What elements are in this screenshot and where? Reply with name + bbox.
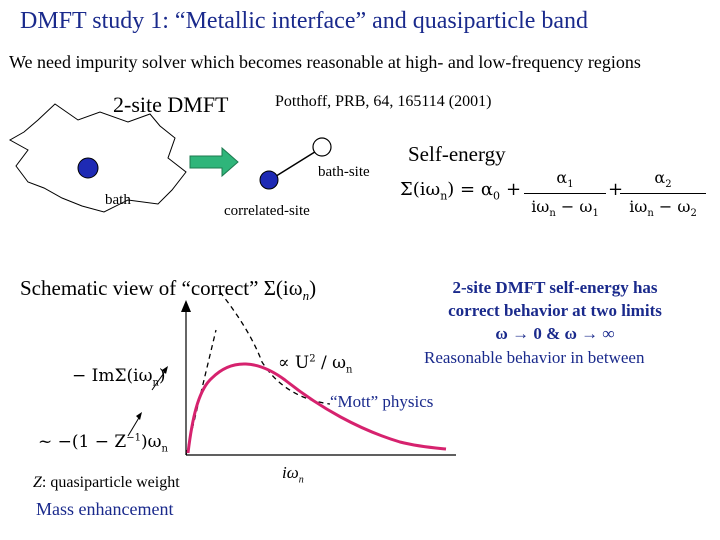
fraction2-bar (620, 193, 706, 194)
note-line4: Reasonable behavior in between (424, 348, 645, 367)
note-line3: ω → 0 & ω → ∞ (495, 324, 615, 343)
reference-citation: Potthoff, PRB, 64, 165114 (2001) (275, 93, 492, 110)
two-site-dmft-heading: 2-site DMFT (113, 92, 229, 117)
bath-center-dot (78, 158, 98, 178)
mass-enhancement-label: Mass enhancement (36, 499, 174, 519)
fraction2-numerator: $\alpha_2$ (654, 168, 672, 191)
green-arrow-icon (190, 148, 238, 176)
schematic-title: Schematic view of “correct” $\Sigma(i\omega_n)$ (20, 276, 317, 304)
formula-plus: + (608, 179, 624, 200)
fraction1-bar (524, 193, 606, 194)
bath-label: bath (105, 192, 131, 208)
self-energy-label: Self-energy (408, 142, 506, 166)
site-bond (273, 150, 318, 178)
y-axis-label: − $Im\Sigma(i\omega_n)$ (72, 366, 166, 389)
fraction1-numerator: $\alpha_1$ (556, 168, 574, 191)
low-freq-label: ~ $-(1 - Z^{-1})\omega_n$ (38, 432, 168, 455)
mott-physics-label: “Mott” physics (330, 392, 434, 411)
slide-subtitle: We need impurity solver which becomes reasonable at high- and low-frequency regions (9, 52, 641, 72)
formula-lhs: $\Sigma(i\omega_n) = \alpha_0$ + (400, 179, 522, 203)
fraction1-denominator: $i\omega_n - \omega_1$ (531, 197, 599, 220)
quasiparticle-weight-label: Z: quasiparticle weight (33, 474, 180, 491)
note-line2: correct behavior at two limits (448, 301, 662, 320)
correlated-site-label: correlated-site (224, 203, 310, 219)
x-axis-label: $i\omega_n$ (282, 463, 304, 486)
fraction2-denominator: $i\omega_n - \omega_2$ (629, 197, 697, 220)
high-freq-asymptote (220, 292, 330, 404)
lowfreq-pointer-head (136, 412, 142, 420)
bath-site-circle (313, 138, 331, 156)
high-freq-label: ∝ $U^2 / \omega_n$ (278, 353, 353, 376)
correlated-site-dot (260, 171, 278, 189)
note-line1: 2-site DMFT self-energy has (452, 278, 658, 297)
slide-title: DMFT study 1: “Metallic interface” and quasiparticle band (20, 8, 589, 34)
bath-blob (10, 104, 186, 212)
bath-site-label: bath-site (318, 164, 370, 180)
